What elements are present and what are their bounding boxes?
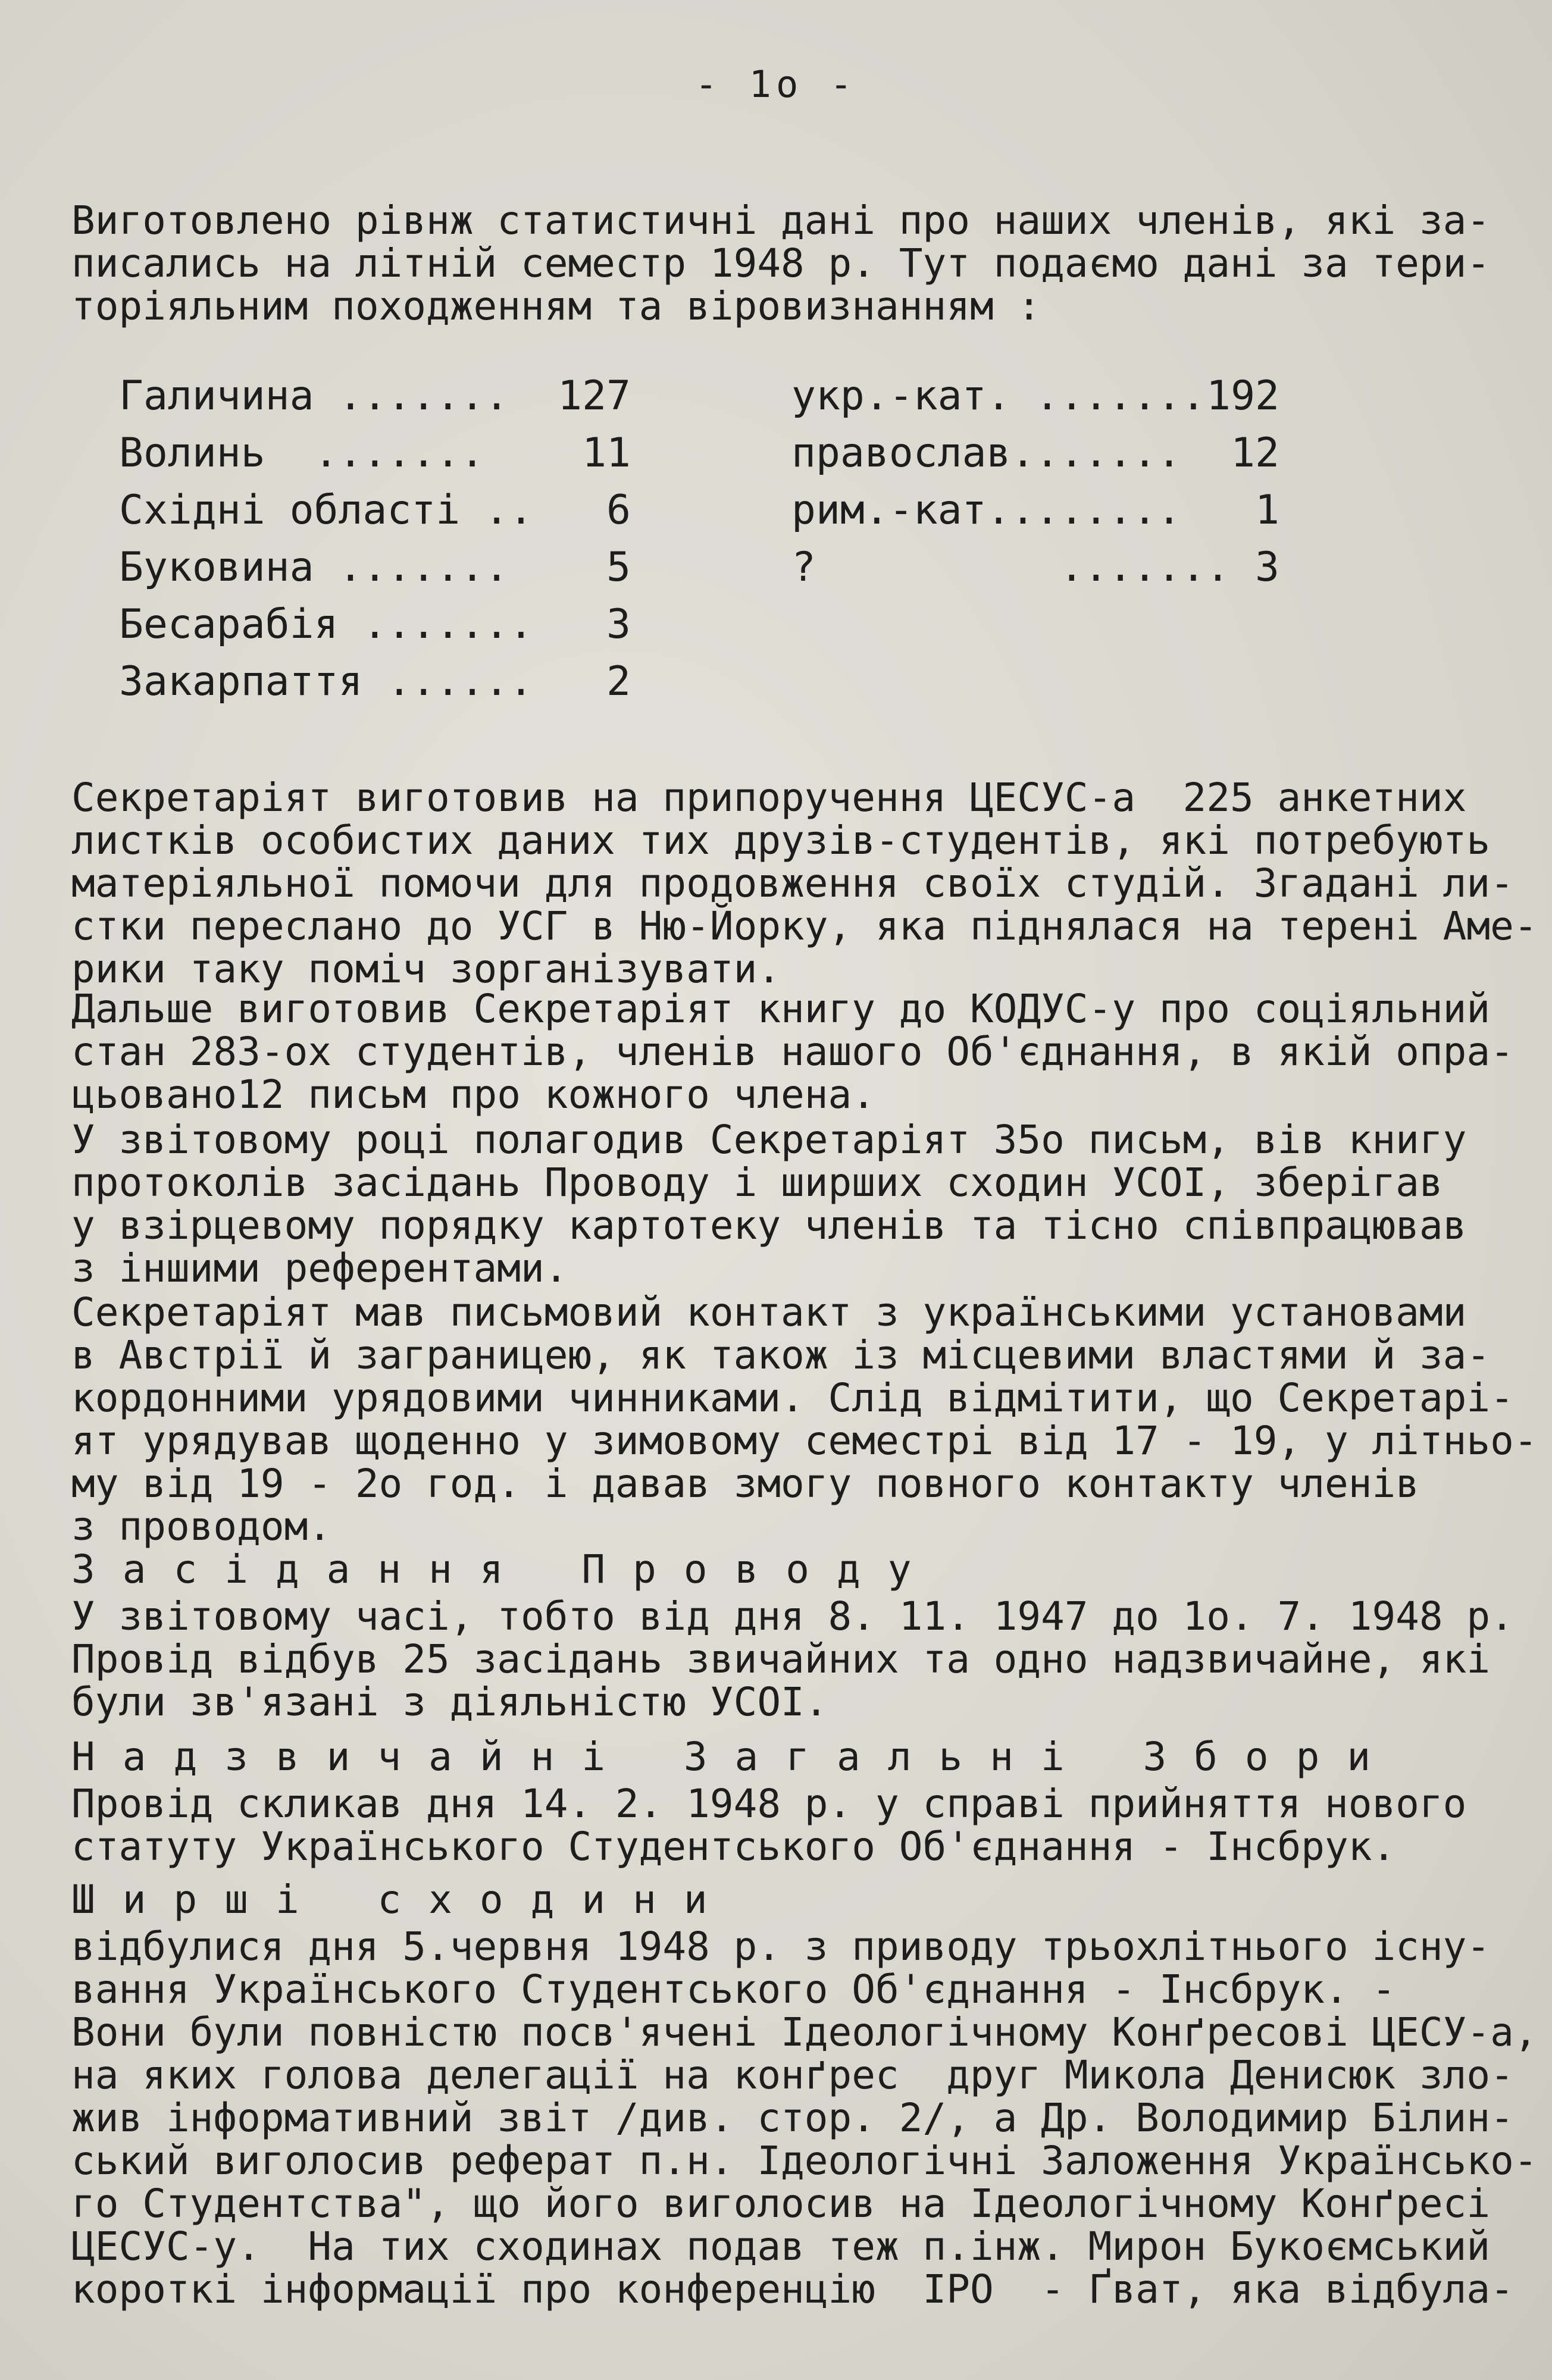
- region-count: 5: [606, 544, 631, 591]
- text-line: листків особистих даних тих друзів-студентів, які потребують: [71, 818, 1491, 863]
- region-label: Волинь .......: [119, 430, 485, 477]
- text-line: матеріяльної помочи для продовження своїх студій. Згадані ли-: [71, 860, 1514, 906]
- denomination-label: рим.-кат........: [791, 487, 1182, 534]
- denomination-row: [791, 482, 1279, 539]
- text-line: відбулися дня 5.червня 1948 р. з приводу трьохлітнього існу-: [71, 1924, 1491, 1969]
- text-line: ський виголосив реферат п.н. Ідеологічні Заложення Українсько-: [71, 2138, 1538, 2184]
- denomination-count: 3: [1255, 544, 1279, 591]
- text-line: цьовано12 письм про кожного члена.: [71, 1072, 876, 1117]
- region-count: 127: [558, 372, 631, 419]
- text-line: короткі інформації про конференцію ІРО - Ґват, яка відбула-: [71, 2266, 1514, 2312]
- statistics-table: [0, 368, 1552, 707]
- text-line: рики таку поміч зорганізувати.: [71, 946, 781, 992]
- region-count: 6: [606, 487, 631, 534]
- text-line: з проводом.: [71, 1504, 332, 1549]
- text-line: У звітовому часі, тобто від дня 8. 11. 1947 до 1о. 7. 1948 р.: [71, 1593, 1514, 1639]
- denomination-label: укр.-кат. .......: [791, 372, 1206, 419]
- denomination-row: [791, 425, 1279, 482]
- paragraph-kodus-book: [71, 986, 1514, 1117]
- text-line: Провід скликав дня 14. 2. 1948 р. у справі прийняття нового: [71, 1781, 1467, 1827]
- region-label: Буковина .......: [119, 544, 509, 591]
- text-line: ят урядував щоденно у зимовому семестрі від 17 - 19, у літньо-: [71, 1418, 1538, 1464]
- denomination-count: 192: [1206, 372, 1279, 419]
- text-line: Провід відбув 25 засідань звичайних та одно надзвичайне, які: [71, 1636, 1491, 1682]
- text-line: ЦЕСУС-у. На тих сходинах подав теж п.інж. Мирон Букоємський: [71, 2224, 1491, 2269]
- text-line: протоколів засідань Проводу і ширших сходин УСОІ, зберігав: [71, 1160, 1443, 1205]
- regions-column: [119, 368, 631, 710]
- text-line: жив інформативний звіт /див. стор. 2/, а Др. Володимир Білин-: [71, 2095, 1514, 2141]
- paragraph-aid-forms: [71, 775, 1538, 992]
- region-row: [119, 596, 631, 653]
- paragraph-contacts: [71, 1289, 1538, 1549]
- region-label: Закарпаття ......: [119, 658, 533, 705]
- text-line: Секретаріят виготовив на припоручення ЦЕСУС-а 225 анкетних: [71, 775, 1467, 821]
- section-heading: Ширші сходини: [71, 1877, 735, 1922]
- region-row: [119, 482, 631, 539]
- region-row: [119, 425, 631, 482]
- section-extraordinary-assembly: [71, 1731, 1500, 1868]
- text-line: стки переслано до УСГ в Ню-Йорку, яка піднялася на терені Аме-: [71, 903, 1538, 949]
- denomination-count: 12: [1231, 430, 1279, 477]
- text-line: Секретаріят мав письмовий контакт з українськими установами: [71, 1289, 1467, 1335]
- text-line: вання Українського Студентського Об'єднання - Інсбрук. -: [71, 1966, 1396, 2012]
- text-line: кордонними урядовими чинниками. Слід відмітити, що Секретарі-: [71, 1375, 1514, 1421]
- denomination-label: ? .......: [791, 544, 1230, 591]
- text-line: Виготовлено рівнж статистичні дані про наших членів, які за-: [71, 198, 1491, 243]
- region-count: 2: [606, 658, 631, 705]
- region-row: [119, 539, 631, 596]
- denominations-column: [791, 368, 1279, 596]
- text-line: Вони були повністю посв'ячені Ідеологічному Конґресові ЦЕСУ-а,: [71, 2009, 1538, 2055]
- text-line: му від 19 - 2о год. і давав змогу повного контакту членів: [71, 1461, 1419, 1507]
- text-line: У звітовому році полагодив Секретаріят 35о письм, вів книгу: [71, 1117, 1467, 1163]
- text-line: стан 283-ох студентів, членів нашого Об'єднання, в якій опра-: [71, 1029, 1514, 1075]
- text-line: в Австрії й заграницею, як також із місцевими властями й за-: [71, 1332, 1491, 1378]
- text-line: го Студентства", що його виголосив на Ідеологічному Конґресі: [71, 2181, 1491, 2226]
- region-label: Бесарабія .......: [119, 601, 533, 648]
- denomination-count: 1: [1255, 487, 1279, 534]
- region-row: [119, 653, 631, 710]
- section-board-meetings: [71, 1544, 1514, 1725]
- text-line: були зв'язані з діяльністю УСОІ.: [71, 1679, 828, 1725]
- section-heading: Надзвичайні Загальні Збори: [71, 1734, 1398, 1780]
- denomination-row: [791, 539, 1279, 596]
- denomination-row: [791, 368, 1279, 425]
- text-line: писались на літній семестр 1948 р. Тут подаємо дані за тери-: [71, 240, 1491, 286]
- region-count: 3: [606, 601, 631, 648]
- intro-paragraph: [71, 199, 1500, 328]
- text-line: торіяльним походженням та віровизнанням :: [71, 283, 1041, 329]
- text-line: у взірцевому порядку картотеку членів та тісно співпрацював: [71, 1202, 1467, 1248]
- page-number: - 1о -: [695, 62, 857, 106]
- text-line: на яких голова делегації на конґрес друг Микола Денисюк зло-: [71, 2052, 1514, 2098]
- region-count: 11: [582, 430, 631, 477]
- region-label: Східні області ..: [119, 487, 533, 534]
- section-heading: Засідання Проводу: [71, 1546, 939, 1592]
- region-row: [119, 368, 631, 425]
- text-line: з іншими референтами.: [71, 1245, 568, 1291]
- denomination-label: православ.......: [791, 430, 1182, 477]
- section-general-meetings: [71, 1874, 1538, 2312]
- region-label: Галичина .......: [119, 372, 509, 419]
- paragraph-correspondence: [71, 1119, 1500, 1290]
- text-line: Дальше виготовив Секретаріят книгу до КОДУС-у про соціяльний: [71, 986, 1491, 1032]
- text-line: статуту Українського Студентського Об'єднання - Інсбрук.: [71, 1824, 1396, 1869]
